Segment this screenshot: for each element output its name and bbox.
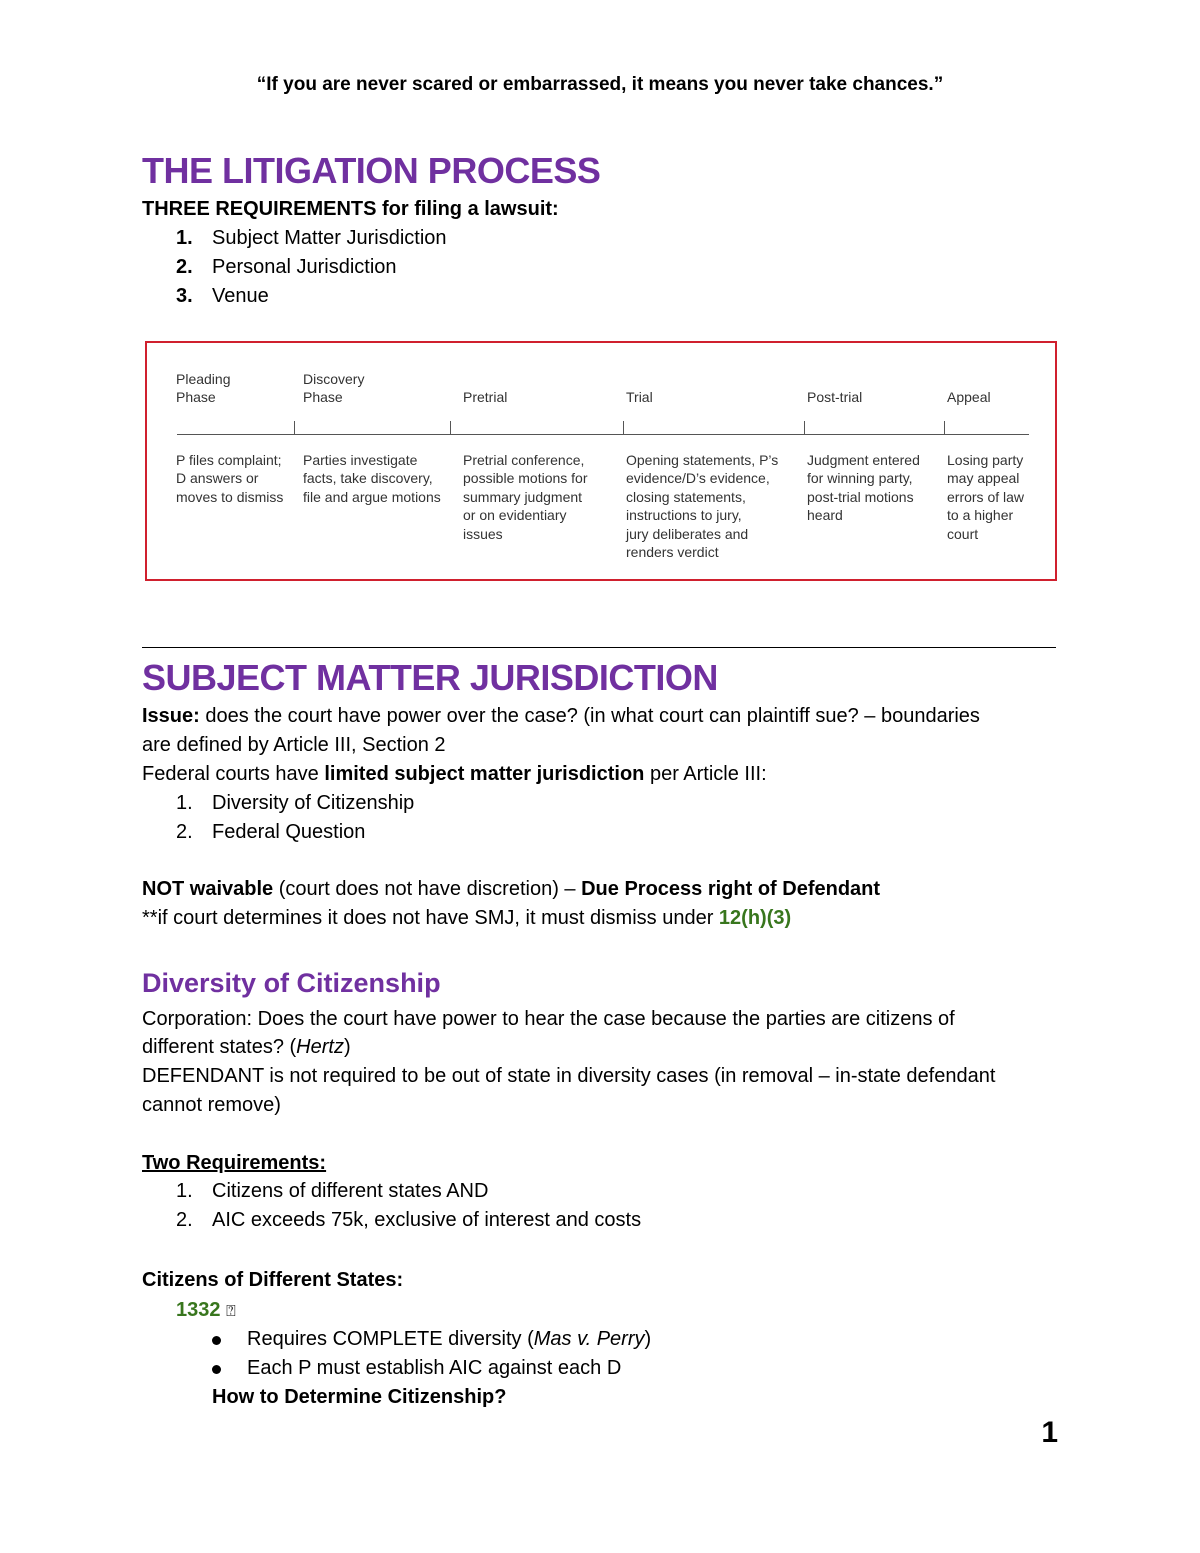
phase-desc-post-trial: Judgment entered for winning party, post-trial motions heard [807,452,920,524]
phase-desc-trial: Opening statements, P’s evidence/D’s evidence, closing statements, instructions to jury, jury deliberates and renders verdict [626,452,779,561]
phase-desc-discovery: Parties investigate facts, take discovery, file and argue motions [303,452,441,505]
phase-label-discovery: Discovery Phase [303,371,365,405]
statute-number: 1332 [176,1299,221,1321]
bullet-icon [212,1336,221,1345]
federal-courts-line: Federal courts have limited subject matter jurisdiction per Article III: [142,763,767,785]
timeline-tick [804,421,805,434]
phase-desc-pleading: P files complaint; D answers or moves to dismiss [176,452,284,505]
litigation-timeline-figure [145,341,1057,581]
defendant-line: DEFENDANT is not required to be out of state in diversity cases (in removal – in-state defendant [142,1065,996,1087]
phase-desc-pretrial: Pretrial conference, possible motions for summary judgment or on evidentiary issues [463,452,588,542]
phase-label-post-trial: Post-trial [807,389,863,405]
two-requirements-heading: Two Requirements: [142,1152,327,1174]
timeline-axis [177,434,1029,435]
heading-subject-matter-jurisdiction: SUBJECT MATTER JURISDICTION [142,657,718,698]
requirements-bold: THREE REQUIREMENTS [142,198,377,220]
page-number: 1 [1041,1416,1058,1449]
document-page: “If you are never scared or embarrassed, it means you never take chances.” THE LITIGATION PROCESS THREE REQUIREMENTS for filing a lawsuit: 1. Subject Matter Jurisdiction 2. Personal Jurisdiction 3. Venue Pleading Phase Discovery Phase Pretrial Trial Post-trial Appeal P files complaint; D answers or moves to dismiss Parties investigate facts, take discovery, file and argue motions Pretrial conference, possible motions for summary judgment or on evidentiary issues Opening statements, P’s evidence/D’s evidence, closing statements, instructions to jury, jury deliberates and renders verdict Judgment entered for winning party, post-trial motions heard Losing party may appeal errors of law to a higher court SUBJECT MATTER JURISDICTION Issue: does the court have power over the case? (in what court can plaintiff sue? – boundaries are defined by Article III, Section 2 Federal courts have limited subject matter jurisdiction per Article III: 1. Diversity of Citizenship 2. Federal Question NOT waivable (court does not have discretion) – Due Process right of Defendant **if court determines it does not have SMJ, it must dismiss under 12(h)(3) Diversity of Citizenship Corporation: Does the court have power to hear the case because the parties are citizens of different states? (Hertz) DEFENDANT is not required to be out of state in diversity cases (in removal – in-state defendant cannot remove) Two Requirements: 1. Citizens of different states AND 2. AIC exceeds 75k, exclusive of interest and costs Citizens of Different States: 1332 ⍰ Requires COMPLETE diversity (Mas v. Perry) Each P must establish AIC against each D How to Determine Citizenship? 1 [0,0,1200,1553]
phase-label-pretrial: Pretrial [463,389,508,405]
requirements-rest: for filing a lawsuit: [376,198,559,220]
how-to-determine-line: How to Determine Citizenship? [212,1386,507,1408]
bullet-icon [212,1365,221,1374]
epigraph-quote: “If you are never scared or embarrassed, it means you never take chances.” [256,74,944,95]
dismiss-line: **if court determines it does not have SMJ, it must dismiss under 12(h)(3) [142,907,792,929]
statute-line [176,1296,236,1326]
missing-glyph-icon: ⍰ [226,1303,236,1320]
issue-line-cont: are defined by Article III, Section 2 [142,734,446,756]
not-waivable-line: NOT waivable (court does not have discretion) – Due Process right of Defendant [142,878,881,900]
heading-litigation-process: THE LITIGATION PROCESS [142,150,601,191]
timeline-tick [944,421,945,434]
rule-reference: 12(h)(3) [718,907,792,929]
heading-diversity: Diversity of Citizenship [142,968,441,998]
corporation-line-cont: different states? (Hertz) [142,1036,351,1058]
timeline-tick [623,421,624,434]
phase-label-trial: Trial [626,389,653,405]
requirements-intro [142,195,559,224]
timeline-tick [450,421,451,434]
defendant-line-cont: cannot remove) [142,1094,281,1116]
timeline-tick [294,421,295,434]
issue-line: Issue: does the court have power over the case? (in what court can plaintiff sue? – boundaries [142,705,980,727]
phase-desc-appeal: Losing party may appeal errors of law to a higher court [947,452,1025,542]
case-name: Hertz [296,1036,344,1058]
section-divider [142,647,1056,648]
phase-label-pleading: Pleading Phase [176,371,231,405]
citizens-heading: Citizens of Different States: [142,1269,404,1291]
phase-label-appeal: Appeal [947,389,991,405]
corporation-line: Corporation: Does the court have power to hear the case because the parties are citizens of [142,1008,955,1030]
